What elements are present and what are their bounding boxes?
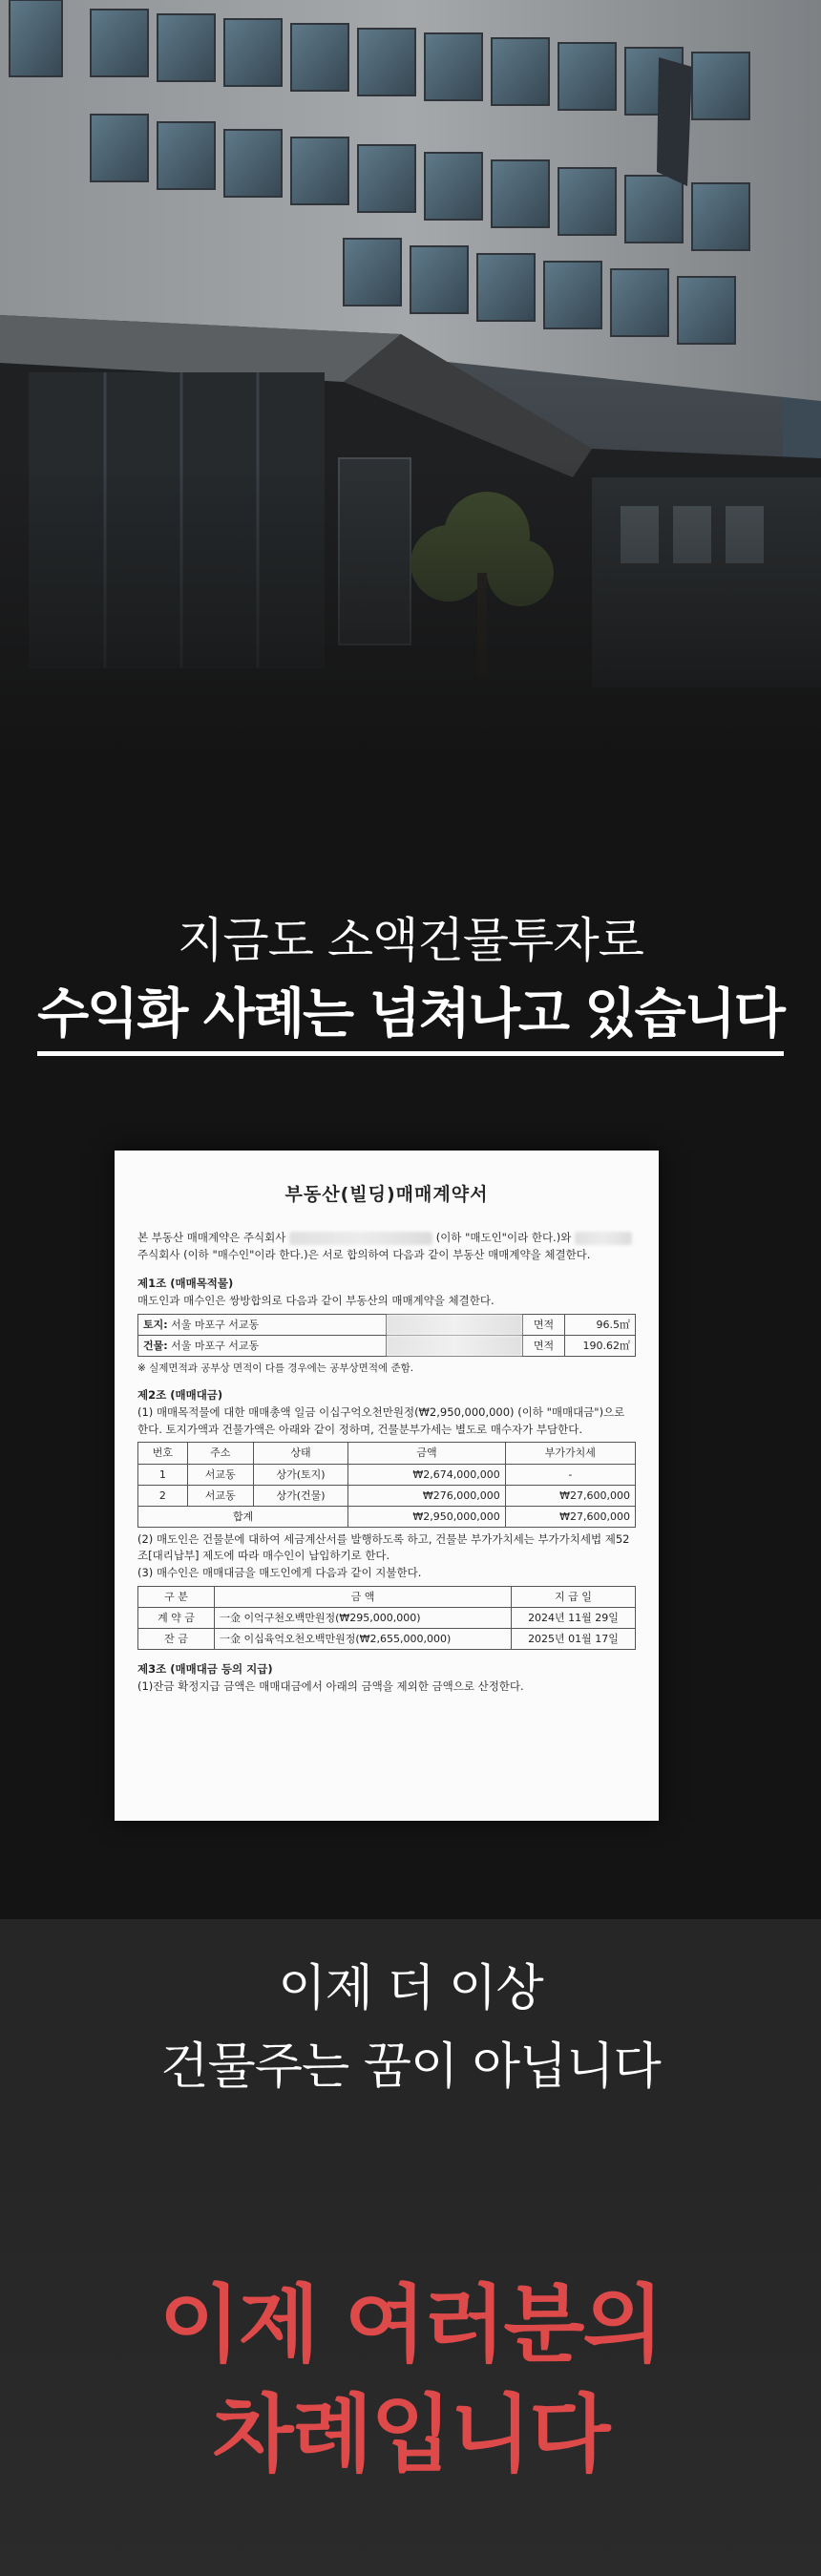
article-2-text-3: (3) 매수인은 매매대금을 매도인에게 다음과 같이 지불한다.: [137, 1566, 422, 1580]
final-line-1: 이제 여러분의: [158, 2275, 663, 2374]
table-row: [138, 1506, 636, 1527]
pay-cell: 一金 이십육억오천오백만원정(₩2,655,000,000): [215, 1629, 512, 1650]
land-label: 토지:: [143, 1318, 168, 1331]
redacted-building-lot: [387, 1335, 523, 1356]
land-area-label: 면적: [523, 1314, 565, 1335]
final-line-2: 차례입니다: [212, 2385, 609, 2483]
contract-title: 부동산(빌딩)매매계약서: [284, 1184, 489, 1205]
table-row: [138, 1335, 636, 1356]
price-col-status: 상태: [253, 1443, 348, 1464]
middle-line-1: 이제 더 이상: [278, 1960, 543, 2017]
pay-col-date: 지 급 일: [512, 1587, 636, 1608]
pay-cell: 잔 금: [138, 1629, 215, 1650]
article-2-title: 제2조 (매매대금): [137, 1388, 223, 1403]
hero-building-image: [0, 0, 821, 764]
building-label: 건물:: [143, 1339, 168, 1352]
middle-line-2: 건물주는 꿈이 아닙니다: [160, 2038, 661, 2096]
price-total-vat: ₩27,600,000: [505, 1506, 635, 1527]
building-area-value: 190.62㎡: [565, 1335, 636, 1356]
payment-table: [137, 1586, 636, 1650]
price-cell: ₩276,000,000: [348, 1485, 505, 1506]
article-3-text: (1)잔금 확정지급 금액은 매매대금에서 아래의 금액을 제외한 금액으로 산정한다.: [137, 1679, 524, 1694]
price-cell: ₩2,674,000,000: [348, 1464, 505, 1485]
price-total-label: 합계: [138, 1506, 348, 1527]
contract-intro-c: 주식회사 (이하 "매수인"이라 한다.)은 서로 합의하여 다음과 같이 부동산 매매계약을 체결한다.: [137, 1248, 591, 1262]
article-1-text: 매도인과 매수인은 쌍방합의로 다음과 같이 부동산의 매매계약을 체결한다.: [137, 1293, 495, 1307]
building-area-label: 면적: [523, 1335, 565, 1356]
pay-cell: 一金 이억구천오백만원정(₩295,000,000): [215, 1608, 512, 1629]
pay-col-amount: 금 액: [215, 1587, 512, 1608]
headline-line-2-text: 수익화 사례는 넘쳐나고 있습니다: [37, 983, 784, 1056]
building-address: 서울 마포구 서교동: [171, 1339, 260, 1352]
price-cell: 상가(건물): [253, 1485, 348, 1506]
building-illustration: [0, 0, 821, 764]
headline-line-2: [0, 972, 821, 1048]
price-total-amount: ₩2,950,000,000: [348, 1506, 505, 1527]
table-header-row: [138, 1443, 636, 1464]
price-cell: 2: [138, 1485, 188, 1506]
headline-section: [0, 764, 821, 1146]
price-cell: 서교동: [187, 1464, 253, 1485]
article-2-text-1: (1) 매매목적물에 대한 매매총액 일금 이십구억오천만원정(₩2,950,000,000) (이하 "매매대금")으로 한다. 토지가액과 건물가액은 아래와 같이 정하며, 건물분부가세는 별도로 매수자가 부담한다.: [137, 1404, 625, 1436]
property-table: [137, 1314, 636, 1357]
pay-cell: 2025년 01월 17일: [512, 1629, 636, 1650]
table-row: [138, 1314, 636, 1335]
table-row: [138, 1464, 636, 1485]
table-row: [138, 1485, 636, 1506]
price-cell: ₩27,600,000: [505, 1485, 635, 1506]
price-col-no: 번호: [138, 1443, 188, 1464]
pay-cell: 2024년 11월 29일: [512, 1608, 636, 1629]
pay-cell: 계 약 금: [138, 1608, 215, 1629]
contract-intro: [137, 1230, 636, 1264]
article-3-title: 제3조 (매매대금 등의 지급): [137, 1662, 273, 1677]
redacted-land-lot: [387, 1314, 523, 1335]
contract-intro-b: (이하 "매도인"이라 한다.)와: [435, 1231, 572, 1245]
price-col-vat: 부가가치세: [505, 1443, 635, 1464]
redacted-seller-name: [289, 1232, 432, 1245]
price-table: [137, 1442, 636, 1527]
price-cell: 상가(토지): [253, 1464, 348, 1485]
pay-col-type: 구 분: [138, 1587, 215, 1608]
headline-line-1: 지금도 소액건물투자로: [178, 913, 643, 968]
article-1-note: ※ 실제면적과 공부상 면적이 다를 경우에는 공부상면적에 준함.: [137, 1362, 414, 1374]
article-2-text-2: (2) 매도인은 건물분에 대하여 세금계산서를 발행하도록 하고, 건물분 부가가치세는 부가가치세법 제52조[대리납부] 제도에 따라 매수인이 납입하기로 한다.: [137, 1531, 630, 1563]
land-address: 서울 마포구 서교동: [171, 1318, 260, 1331]
land-area-value: 96.5㎡: [565, 1314, 636, 1335]
price-cell: 1: [138, 1464, 188, 1485]
article-1-title: 제1조 (매매목적물): [137, 1277, 234, 1291]
price-col-address: 주소: [187, 1443, 253, 1464]
table-row: [138, 1608, 636, 1629]
price-cell: 서교동: [187, 1485, 253, 1506]
price-col-amount: 금액: [348, 1443, 505, 1464]
price-cell: -: [505, 1464, 635, 1485]
redacted-buyer-name: [575, 1232, 632, 1245]
middle-message-section: [0, 1919, 821, 2139]
final-message-section: [0, 2139, 821, 2576]
sales-contract-document: [115, 1151, 659, 1821]
table-row: [138, 1629, 636, 1650]
table-header-row: [138, 1587, 636, 1608]
contract-intro-a: 본 부동산 매매계약은 주식회사: [137, 1231, 286, 1245]
